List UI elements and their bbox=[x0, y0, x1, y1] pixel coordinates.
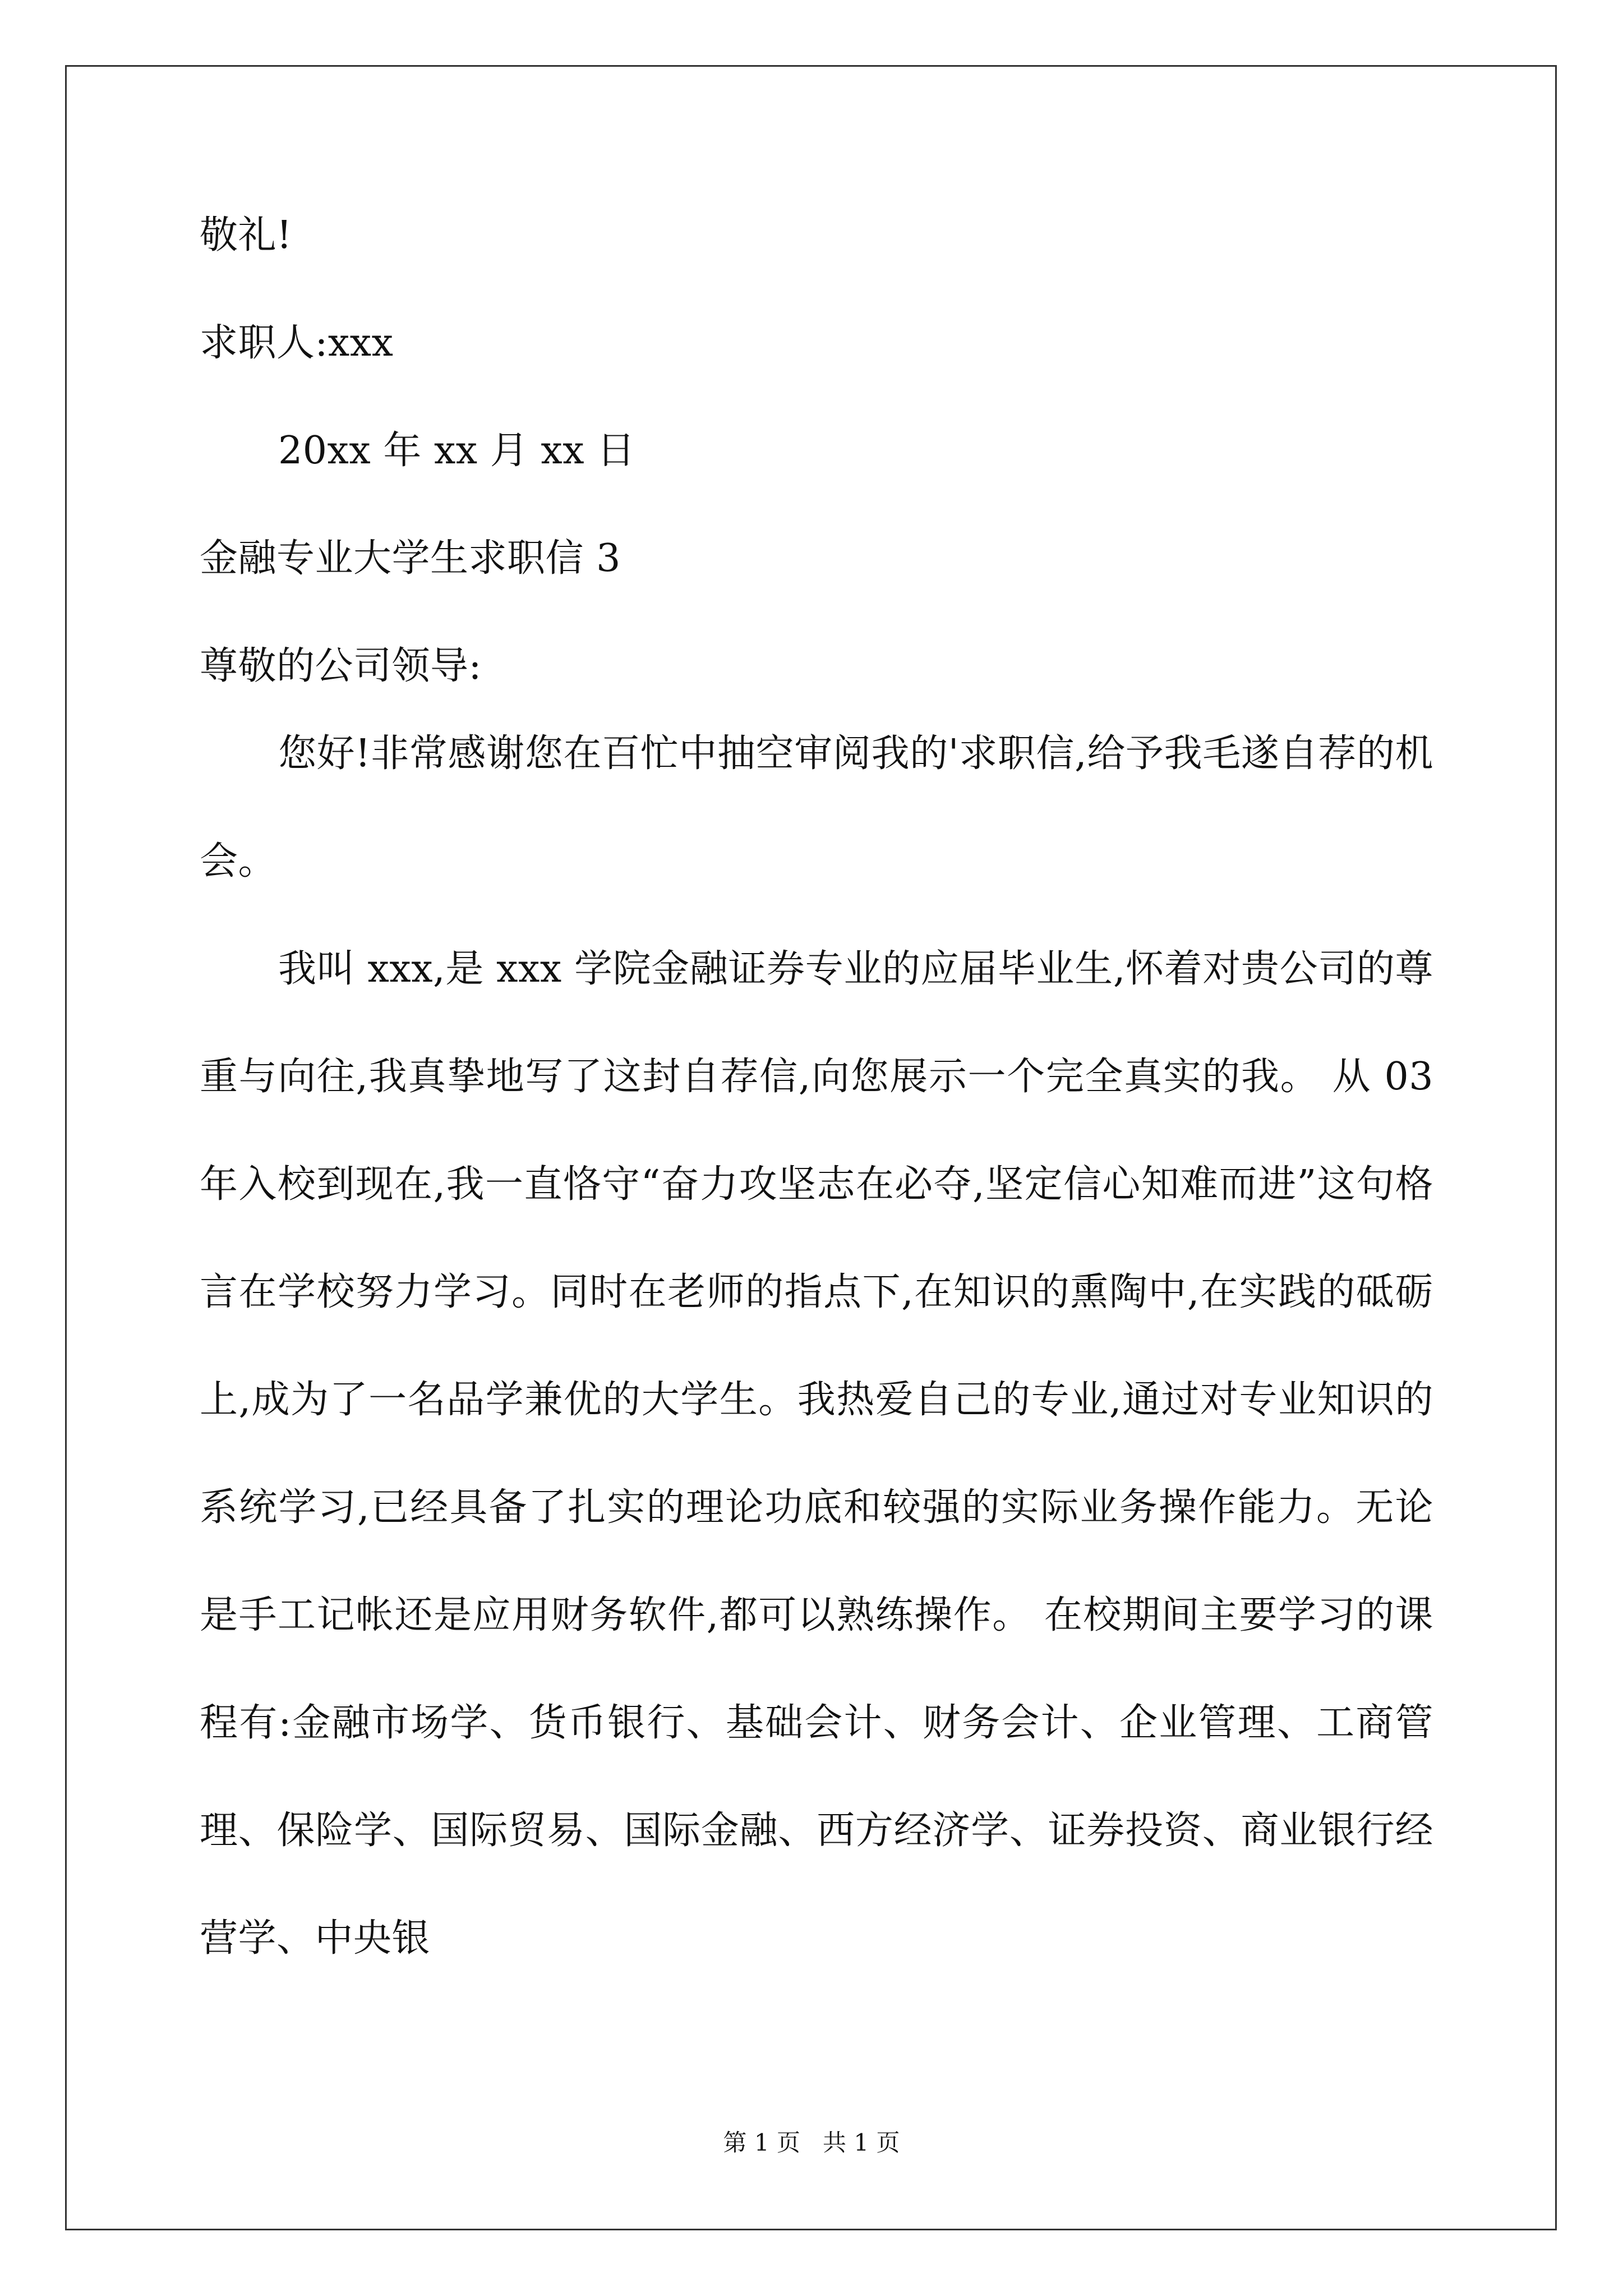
page-footer: 第 1 页 共 1 页 bbox=[723, 2129, 900, 2156]
signature-line: 求职人:xxx bbox=[200, 321, 394, 365]
document-title: 金融专业大学生求职信 3 bbox=[200, 536, 621, 581]
closing-line: 敬礼! bbox=[200, 213, 292, 257]
paragraph-introduction: 我叫 xxx,是 xxx 学院金融证券专业的应届毕业生,怀着对贵公司的尊重与向往,我真挚地写了这封自荐信,向您展示一个完全真实的我。 从 03 年入校到现在,我一直恪守“奋力攻坚志在必夺,坚定信心知难而进”这句格言在学校努力学习。同时在老师的指点下,在知识的熏陶中,在实践的砥砺上,成为了一名品学兼优的大学生。我热爱自己的专业,通过对专业知识的系统学习,已经具备了扎实的理论功底和较强的实际业务操作能力。无论是手工记帐还是应用财务软件,都可以熟练操作。 在校期间主要学习的课程有:金融市场学、货币银行、基础会计、财务会计、企业管理、工商管理、保险学、国际贸易、国际金融、西方经济学、证券投资、商业银行经营学、中央银 bbox=[200, 947, 1433, 1961]
date-line: 20xx 年 xx 月 xx 日 bbox=[278, 429, 635, 473]
salutation: 尊敬的公司领导: bbox=[200, 644, 482, 688]
paragraph-greeting: 您好!非常感谢您在百忙中抽空审阅我的'求职信,给予我毛遂自荐的机会。 bbox=[200, 731, 1433, 884]
document-body bbox=[200, 213, 1433, 1993]
